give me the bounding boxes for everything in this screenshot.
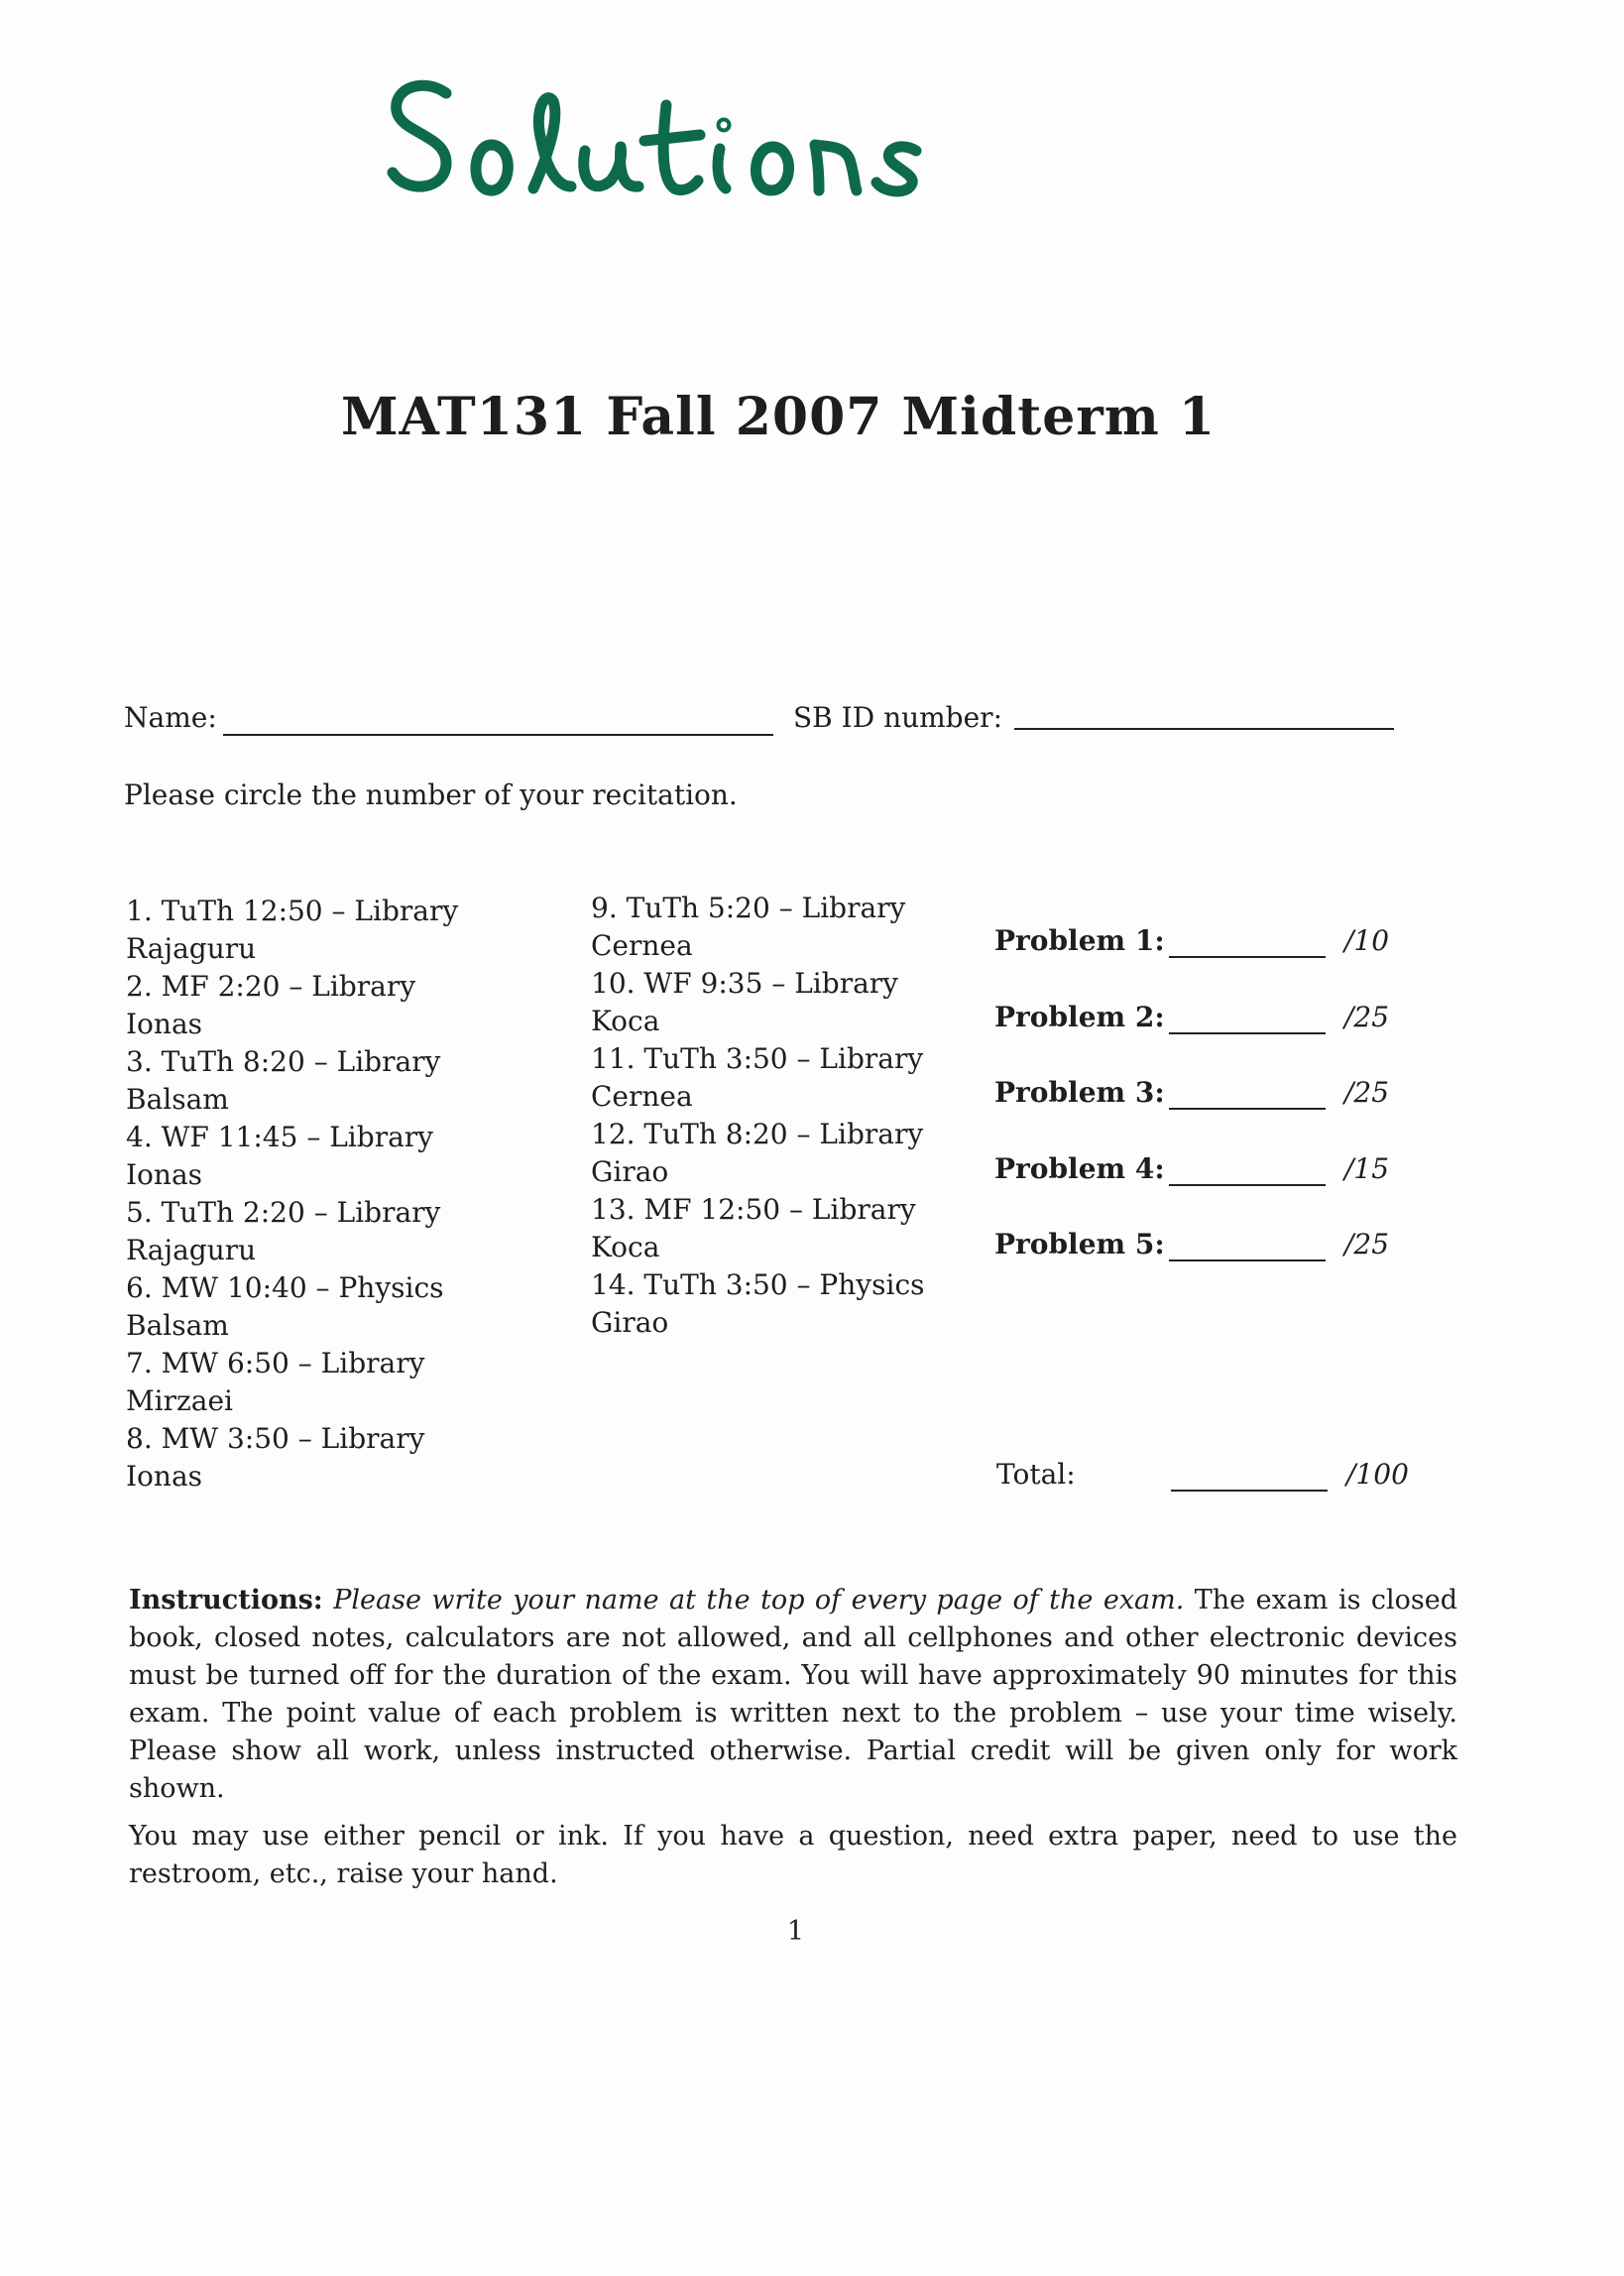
recitation-item[interactable] [126, 1043, 458, 1119]
problem-label: Problem 4: [994, 1151, 1165, 1185]
problem-max-points: /25 [1344, 1000, 1390, 1033]
recitation-instructor: Balsam [126, 1083, 229, 1116]
total-max-points: /100 [1346, 1458, 1409, 1491]
recitation-instructor: Girao [591, 1306, 669, 1339]
name-label: Name: [124, 701, 217, 734]
recitation-instructor: Girao [591, 1155, 669, 1188]
problem-max-points: /15 [1344, 1151, 1390, 1185]
instructions-block [129, 1582, 1457, 1903]
score-blank[interactable] [1169, 1184, 1326, 1186]
recitation-time: 10. WF 9:35 – Library [591, 967, 898, 1000]
name-field[interactable] [223, 734, 773, 736]
total-label: Total: [996, 1458, 1076, 1491]
recitation-time: 7. MW 6:50 – Library [126, 1347, 425, 1379]
recitation-time: 8. MW 3:50 – Library [126, 1422, 425, 1455]
instructions-paragraph-2: You may use either pencil or ink. If you have a question, need extra paper, need to use the restroom, etc., raise your hand. [129, 1821, 1457, 1889]
problem-max-points: /25 [1344, 1076, 1390, 1109]
problem-label: Problem 5: [994, 1228, 1165, 1260]
recitation-time: 9. TuTh 5:20 – Library [591, 892, 906, 924]
problem-max-points: /25 [1344, 1228, 1390, 1260]
recitation-list-column-2 [591, 890, 925, 1342]
problem-max-points: /10 [1344, 924, 1390, 957]
score-table [994, 924, 1510, 1304]
score-blank[interactable] [1169, 1259, 1326, 1261]
problem-label: Problem 2: [994, 1000, 1165, 1033]
score-blank[interactable] [1169, 956, 1326, 958]
recitation-item[interactable] [126, 1119, 458, 1194]
recitation-item[interactable] [126, 893, 458, 968]
sb-id-label: SB ID number: [793, 701, 1002, 734]
recitation-item[interactable] [591, 1040, 925, 1116]
problem-label: Problem 1: [994, 924, 1165, 957]
recitation-time: 14. TuTh 3:50 – Physics [591, 1268, 925, 1301]
total-blank[interactable] [1171, 1490, 1328, 1492]
recitation-instructor: Rajaguru [126, 932, 257, 965]
recitation-item[interactable] [126, 968, 458, 1043]
page-number: 1 [786, 1916, 805, 1947]
recitation-instructor: Balsam [126, 1309, 229, 1342]
instructions-emphasis: Please write your name at the top of every page of the exam. [333, 1585, 1185, 1616]
recitation-instructor: Koca [591, 1005, 660, 1037]
sb-id-field[interactable] [1014, 728, 1394, 730]
recitation-time: 12. TuTh 8:20 – Library [591, 1118, 924, 1150]
recitation-item[interactable] [591, 1266, 925, 1342]
recitation-time: 1. TuTh 12:50 – Library [126, 895, 459, 927]
score-row [994, 1228, 1510, 1304]
recitation-item[interactable] [126, 1194, 458, 1269]
recitation-time: 5. TuTh 2:20 – Library [126, 1196, 441, 1229]
score-row [994, 1076, 1510, 1152]
recitation-instructor: Ionas [126, 1008, 203, 1040]
recitation-time: 11. TuTh 3:50 – Library [591, 1042, 924, 1075]
problem-label: Problem 3: [994, 1076, 1165, 1109]
recitation-time: 6. MW 10:40 – Physics [126, 1271, 444, 1304]
recitation-time: 13. MF 12:50 – Library [591, 1193, 916, 1226]
recitation-item[interactable] [591, 1191, 925, 1266]
recitation-list-column-1 [126, 893, 458, 1496]
recitation-item[interactable] [591, 1116, 925, 1191]
score-row [994, 924, 1510, 1001]
recitation-instructor: Mirzaei [126, 1384, 233, 1417]
recitation-item[interactable] [591, 890, 925, 965]
score-blank[interactable] [1169, 1032, 1326, 1034]
score-row [994, 1001, 1510, 1077]
recitation-instructor: Cernea [591, 929, 693, 962]
score-row [994, 1152, 1510, 1229]
handwritten-solutions-heading [385, 71, 940, 220]
recitation-instructor: Koca [591, 1231, 660, 1263]
recitation-prompt: Please circle the number of your recitation. [124, 779, 738, 811]
instructions-lead: Instructions: [129, 1585, 323, 1616]
recitation-instructor: Ionas [126, 1158, 203, 1191]
score-blank[interactable] [1169, 1108, 1326, 1110]
recitation-instructor: Cernea [591, 1080, 693, 1113]
recitation-item[interactable] [126, 1269, 458, 1345]
recitation-time: 4. WF 11:45 – Library [126, 1121, 433, 1153]
instructions-body: The exam is closed book, closed notes, calculators are not allowed, and all cellphones and other electronic devices must be turned off for the duration of the exam. You will have approximately 90 minutes for this exam. The point value of each problem is written next to the problem – use your time wisely. Please show all work, unless instructed otherwise. Partial credit will be given only for work shown. [129, 1585, 1458, 1804]
instructions-paragraph [129, 1582, 1457, 1808]
exam-title: MAT131 Fall 2007 Midterm 1 [340, 387, 1217, 447]
recitation-item[interactable] [126, 1345, 458, 1420]
recitation-item[interactable] [591, 965, 925, 1040]
recitation-instructor: Ionas [126, 1460, 203, 1493]
recitation-item[interactable] [126, 1420, 458, 1496]
recitation-time: 2. MF 2:20 – Library [126, 970, 416, 1003]
total-row [996, 1458, 1512, 1497]
recitation-instructor: Rajaguru [126, 1234, 257, 1266]
recitation-time: 3. TuTh 8:20 – Library [126, 1045, 441, 1078]
